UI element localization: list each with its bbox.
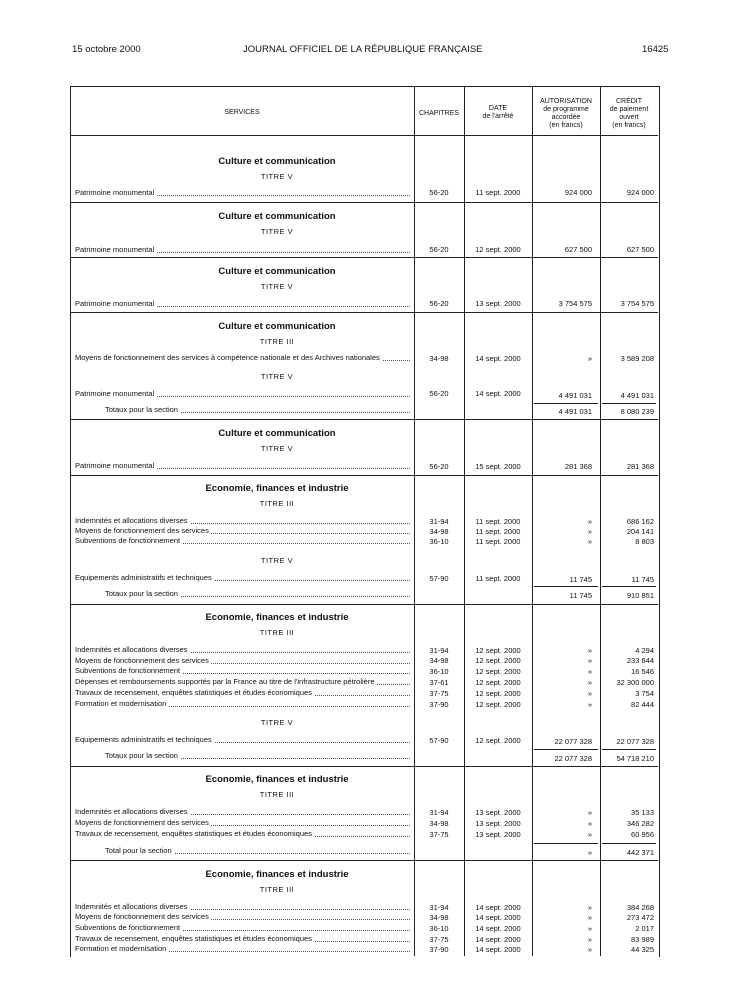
row-label: Travaux de recensement, enquêtes statistiques et études économiques [75,688,410,698]
row-credit: 82 444 [631,700,654,709]
row-autorisation: » [587,913,592,922]
row-label: Moyens de fonctionnement des services [75,526,410,536]
row-label: Subventions de fonctionnement [75,923,410,933]
row-credit: 22 077 328 [616,737,654,746]
row-label: Moyens de fonctionnement des services [75,912,410,922]
total-credit: 910 851 [626,591,654,600]
total-label: Total pour la section [105,846,410,856]
row-date: 13 sept. 2000 [475,819,521,828]
row-credit: 44 325 [631,945,654,954]
titre-label: TITRE III [259,790,295,799]
section-title: Culture et communication [218,266,336,277]
row-date: 12 sept. 2000 [475,245,521,254]
row-date: 14 sept. 2000 [475,389,521,398]
row-chapitre: 36-10 [429,667,449,676]
row-chapitre: 34-98 [429,354,449,363]
row-autorisation: » [587,656,592,665]
row-date: 13 sept. 2000 [475,808,521,817]
column-divider [600,86,601,956]
row-autorisation: » [587,830,592,839]
row-chapitre: 31-94 [429,517,449,526]
journal-title: JOURNAL OFFICIEL DE LA RÉPUBLIQUE FRANÇAISE [243,44,483,55]
row-chapitre: 31-94 [429,903,449,912]
row-label: Equipements administratifs et techniques [75,573,410,583]
row-date: 13 sept. 2000 [475,299,521,308]
section-rule [70,419,658,420]
row-credit: 346 282 [626,819,654,828]
row-date: 14 sept. 2000 [475,913,521,922]
row-credit: 273 472 [626,913,654,922]
subtotal-rule [534,749,598,750]
row-label: Formation et modernisation [75,944,410,954]
subtotal-rule [602,403,656,404]
row-credit: 924 000 [626,188,654,197]
row-date: 14 sept. 2000 [475,935,521,944]
col-header-chapitres: CHAPITRES [418,110,460,117]
row-date: 13 sept. 2000 [475,830,521,839]
header-date: 15 octobre 2000 [72,44,141,55]
section-rule [70,860,658,861]
section-title: Economie, finances et industrie [205,774,349,785]
row-label: Subventions de fonctionnement [75,666,410,676]
row-chapitre: 57-90 [429,736,449,745]
section-rule [70,604,658,605]
page-number: 16425 [642,44,669,55]
row-autorisation: » [587,689,592,698]
row-date: 12 sept. 2000 [475,736,521,745]
titre-label: TITRE V [260,556,294,565]
row-autorisation: » [587,924,592,933]
row-label: Equipements administratifs et techniques [75,735,410,745]
row-credit: 627 500 [626,245,654,254]
row-autorisation: 627 500 [564,245,592,254]
section-title: Culture et communication [218,156,336,167]
row-date: 12 sept. 2000 [475,656,521,665]
row-credit: 83 989 [631,935,654,944]
row-label: Indemnités et allocations diverses [75,645,410,655]
row-date: 14 sept. 2000 [475,354,521,363]
titre-label: TITRE III [259,337,295,346]
row-credit: 35 133 [631,808,654,817]
row-credit: 4 491 031 [620,391,654,400]
row-credit: 16 546 [631,667,654,676]
row-credit: 281 368 [626,462,654,471]
row-credit: 3 589 208 [620,354,654,363]
row-credit: 60 956 [631,830,654,839]
row-date: 14 sept. 2000 [475,945,521,954]
row-label: Moyens de fonctionnement des services [75,818,410,828]
total-autorisation: 11 745 [569,591,592,600]
row-date: 12 sept. 2000 [475,646,521,655]
titre-label: TITRE V [260,172,294,181]
row-autorisation: » [587,678,592,687]
row-autorisation: » [587,517,592,526]
section-rule [70,312,658,313]
row-autorisation: 281 368 [564,462,592,471]
row-chapitre: 37-90 [429,700,449,709]
subtotal-rule [534,403,598,404]
row-chapitre: 37-90 [429,945,449,954]
row-date: 11 sept. 2000 [475,574,521,583]
section-title: Culture et communication [218,428,336,439]
row-chapitre: 31-94 [429,646,449,655]
row-date: 11 sept. 2000 [475,517,521,526]
section-rule [70,475,658,476]
row-date: 15 sept. 2000 [475,462,521,471]
row-credit: 8 803 [635,537,654,546]
total-label: Totaux pour la section [105,751,410,761]
row-credit: 3 754 575 [620,299,654,308]
row-label: Dépenses et remboursements supportés par la France au titre de l'infrastructure pétrolière [75,677,410,687]
subtotal-rule [602,843,656,844]
row-autorisation: » [587,646,592,655]
row-credit: 686 162 [626,517,654,526]
row-autorisation: » [587,667,592,676]
row-label: Moyens de fonctionnement des services à compétence nationale et des Archives nationales [75,353,410,363]
titre-label: TITRE V [260,372,294,381]
titre-label: TITRE V [260,444,294,453]
row-autorisation: » [587,819,592,828]
row-autorisation: 11 745 [569,575,592,584]
row-label: Subventions de fonctionnement [75,536,410,546]
row-date: 14 sept. 2000 [475,924,521,933]
row-date: 12 sept. 2000 [475,678,521,687]
row-chapitre: 37-75 [429,689,449,698]
titre-label: TITRE V [260,718,294,727]
subtotal-rule [602,586,656,587]
row-chapitre: 37-75 [429,830,449,839]
row-autorisation: » [587,945,592,954]
row-label: Travaux de recensement, enquêtes statistiques et études économiques [75,934,410,944]
row-autorisation: 22 077 328 [554,737,592,746]
section-rule [70,202,658,203]
section-title: Economie, finances et industrie [205,483,349,494]
row-chapitre: 34-98 [429,913,449,922]
row-label: Indemnités et allocations diverses [75,516,410,526]
row-autorisation: » [587,700,592,709]
row-autorisation: » [587,527,592,536]
subtotal-rule [534,843,598,844]
section-rule [70,257,658,258]
row-label: Patrimoine monumental [75,188,410,198]
row-chapitre: 57-90 [429,574,449,583]
subtotal-rule [602,749,656,750]
section-title: Culture et communication [218,321,336,332]
row-autorisation: 4 491 031 [558,391,592,400]
titre-label: TITRE V [260,282,294,291]
col-header-credit: CRÉDIT de paiement ouvert (en francs) [609,98,649,129]
titre-label: TITRE III [259,885,295,894]
row-date: 12 sept. 2000 [475,700,521,709]
total-credit: 54 718 210 [616,754,654,763]
subtotal-rule [534,586,598,587]
section-title: Economie, finances et industrie [205,869,349,880]
section-rule [70,766,658,767]
total-credit: 8 080 239 [620,407,654,416]
row-label: Indemnités et allocations diverses [75,807,410,817]
row-date: 12 sept. 2000 [475,667,521,676]
section-title: Economie, finances et industrie [205,612,349,623]
titre-label: TITRE V [260,227,294,236]
row-chapitre: 34-98 [429,527,449,536]
row-credit: 32 300 000 [616,678,654,687]
total-credit: 442 371 [626,848,654,857]
row-chapitre: 31-94 [429,808,449,817]
row-chapitre: 37-61 [429,678,449,687]
row-chapitre: 34-98 [429,819,449,828]
row-autorisation: » [587,808,592,817]
row-credit: 204 141 [626,527,654,536]
row-credit: 11 745 [631,575,654,584]
total-autorisation: 22 077 328 [554,754,592,763]
row-chapitre: 36-10 [429,537,449,546]
row-credit: 233 844 [626,656,654,665]
row-label: Travaux de recensement, enquêtes statistiques et études économiques [75,829,410,839]
row-chapitre: 56-20 [429,389,449,398]
row-autorisation: » [587,935,592,944]
row-label: Patrimoine monumental [75,245,410,255]
total-autorisation: » [587,848,592,857]
total-label: Totaux pour la section [105,589,410,599]
titre-label: TITRE III [259,628,295,637]
section-title: Culture et communication [218,211,336,222]
row-autorisation: » [587,903,592,912]
row-label: Patrimoine monumental [75,461,410,471]
row-credit: 4 294 [635,646,654,655]
row-chapitre: 56-20 [429,245,449,254]
row-credit: 384 268 [626,903,654,912]
row-chapitre: 37-75 [429,935,449,944]
row-autorisation: » [587,537,592,546]
row-autorisation: » [587,354,592,363]
row-autorisation: 924 000 [564,188,592,197]
row-credit: 3 754 [635,689,654,698]
titre-label: TITRE III [259,499,295,508]
row-label: Indemnités et allocations diverses [75,902,410,912]
row-credit: 2 017 [635,924,654,933]
row-date: 11 sept. 2000 [475,188,521,197]
row-date: 11 sept. 2000 [475,537,521,546]
row-autorisation: 3 754 575 [558,299,592,308]
row-chapitre: 56-20 [429,188,449,197]
row-label: Patrimoine monumental [75,299,410,309]
row-chapitre: 56-20 [429,462,449,471]
row-chapitre: 34-98 [429,656,449,665]
row-date: 11 sept. 2000 [475,527,521,536]
total-label: Totaux pour la section [105,405,410,415]
col-header-autorisation: AUTORISATION de programme accordée (en francs) [540,98,592,129]
row-label: Patrimoine monumental [75,389,410,399]
column-divider [532,86,533,956]
col-header-services: SERVICES [224,109,260,116]
row-chapitre: 36-10 [429,924,449,933]
row-label: Moyens de fonctionnement des services [75,656,410,666]
row-date: 12 sept. 2000 [475,689,521,698]
total-autorisation: 4 491 031 [558,407,592,416]
row-date: 14 sept. 2000 [475,903,521,912]
header-rule [70,135,658,136]
col-header-date: DATE de l'arrêté [482,105,514,120]
row-chapitre: 56-20 [429,299,449,308]
row-label: Formation et modernisation [75,699,410,709]
